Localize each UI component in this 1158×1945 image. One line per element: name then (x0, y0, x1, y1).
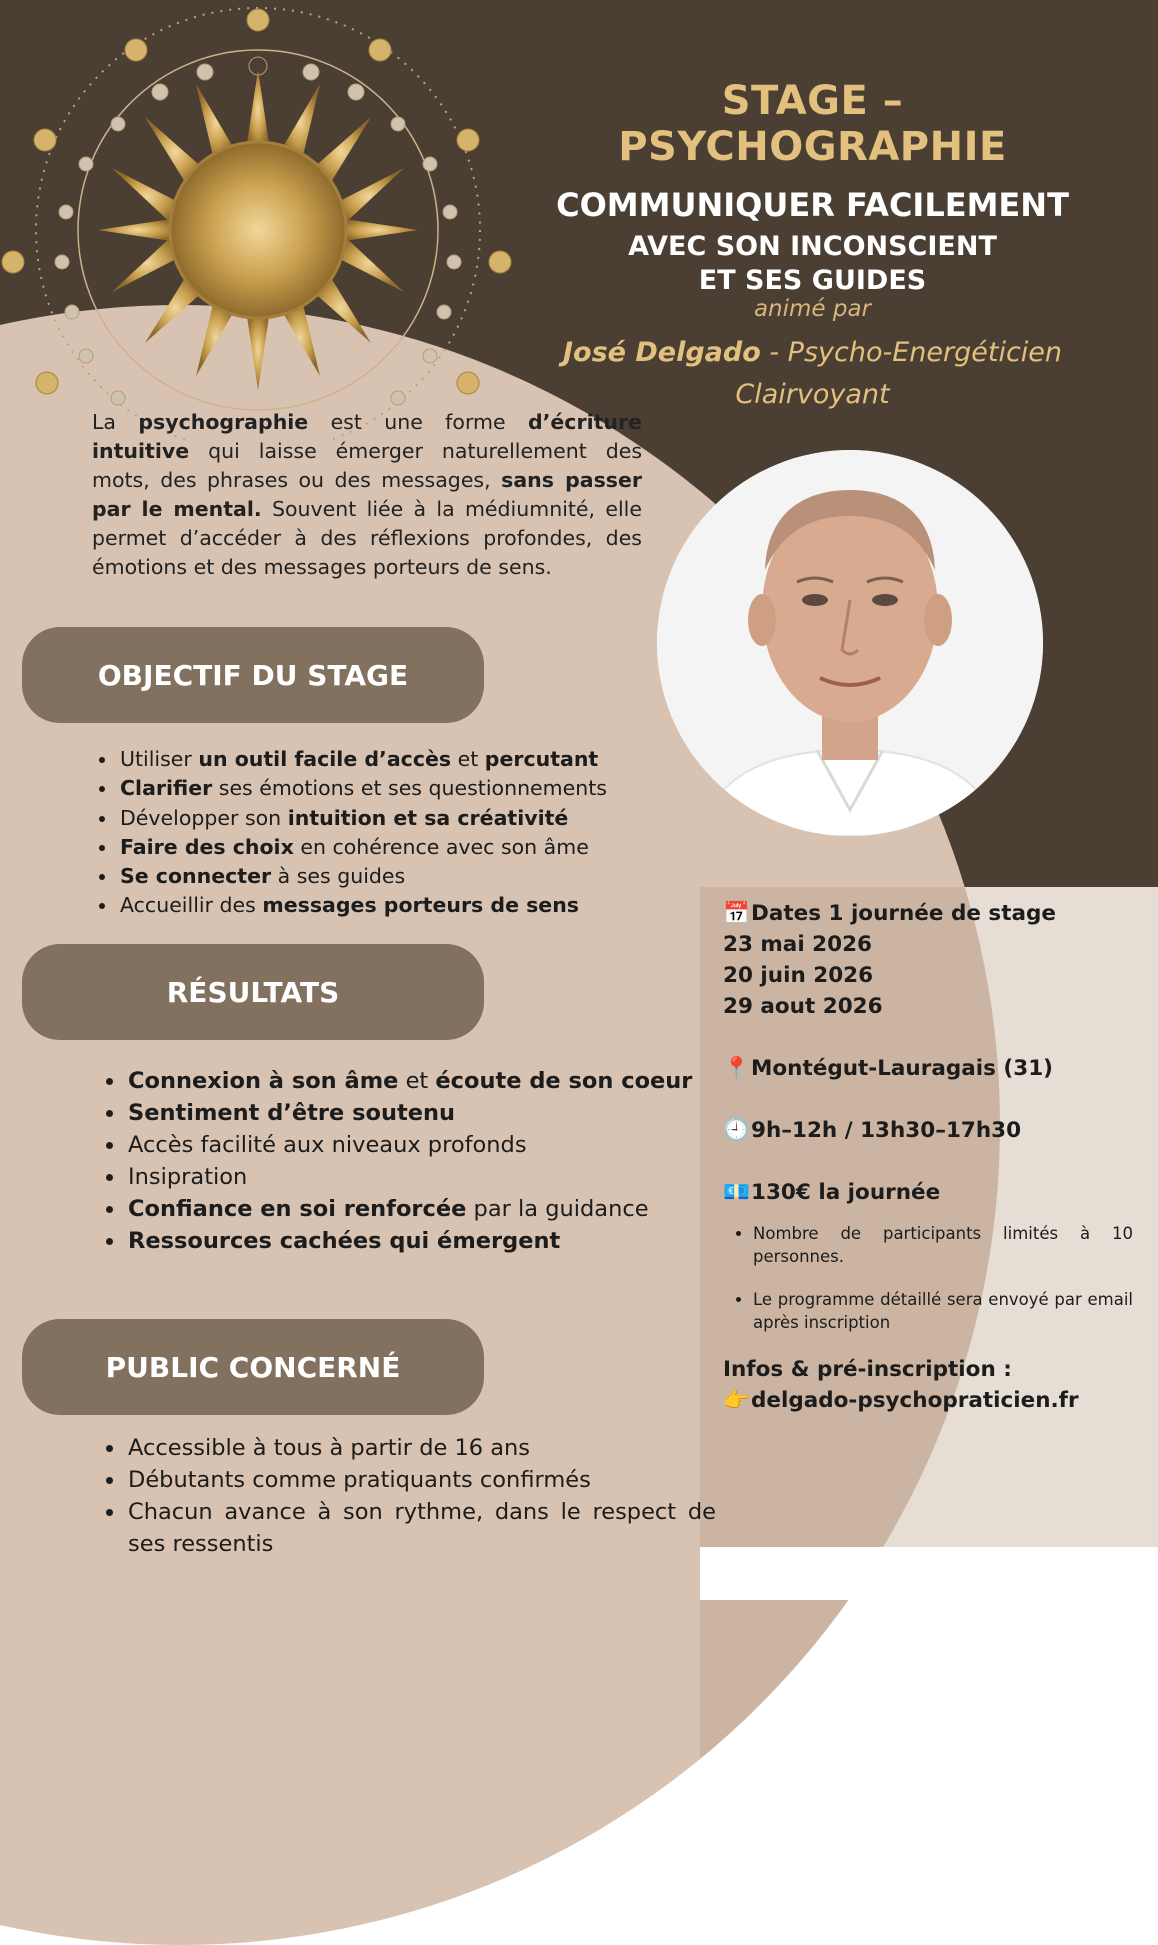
intro-text: qui laisse émerger naturellement des mots, des phrases ou des messages, (92, 439, 642, 492)
subtitle-lines (540, 230, 1085, 298)
list-item: • Développer son intuition et sa créativité (118, 804, 678, 833)
note-item: • Nombre de participants limités à 10 personnes. (753, 1222, 1133, 1268)
list-item: • Se connecter à ses guides (118, 862, 678, 891)
hours-text: 9h–12h / 13h30–17h30 (751, 1118, 1022, 1143)
stage-title: STAGE – PSYCHOGRAPHIE (618, 78, 1007, 170)
info-panel (723, 898, 1133, 1416)
notes-list (723, 1222, 1133, 1334)
location-row (723, 1053, 1133, 1084)
list-item: • Connexion à son âme et écoute de son coeur (126, 1065, 716, 1097)
clock-icon: 🕘 (723, 1118, 750, 1143)
intro-bold: sans passer par le mental. (92, 468, 642, 521)
subtitle-line-2: AVEC SON INCONSCIENT (628, 231, 997, 262)
dates-label-row (723, 898, 1133, 929)
dates-label: Dates 1 journée de stage (751, 901, 1056, 926)
money-icon: 💶 (723, 1180, 750, 1205)
date-item: 29 aout 2026 (723, 994, 883, 1019)
public-list (102, 1432, 716, 1560)
portrait-illustration (657, 450, 1043, 836)
price-row (723, 1177, 1133, 1208)
intro-bold: psychographie (138, 410, 309, 434)
intro-bold: d’écriture intuitive (92, 410, 642, 463)
list-item: • Clarifier ses émotions et ses questionnements (118, 774, 678, 803)
price-text: 130€ la journée (751, 1180, 941, 1205)
list-item: • Faire des choix en cohérence avec son âme (118, 833, 678, 862)
list-item: • Accueillir des messages porteurs de sens (118, 891, 678, 920)
intro-text: La (92, 410, 139, 434)
list-item: • Débutants comme pratiquants confirmés (126, 1464, 716, 1496)
date-item: 23 mai 2026 (723, 932, 873, 957)
list-item: • Insipration (126, 1161, 716, 1193)
location-text: Montégut-Lauragais (31) (751, 1056, 1053, 1081)
author-block (540, 332, 1085, 416)
list-item: • Chacun avance à son rythme, dans le respect de ses ressentis (126, 1496, 716, 1560)
pin-icon: 📍 (723, 1056, 750, 1081)
objectif-heading-text: OBJECTIF DU STAGE (97, 658, 409, 692)
date-item: 20 juin 2026 (723, 963, 874, 988)
portrait-photo (657, 450, 1043, 836)
list-item: • Accessible à tous à partir de 16 ans (126, 1432, 716, 1464)
public-heading-text: PUBLIC CONCERNÉ (105, 1350, 401, 1384)
list-item: • Utiliser un outil facile d’accès et percutant (118, 745, 678, 774)
resultats-list (102, 1065, 716, 1257)
anime-par-label: animé par (753, 296, 872, 322)
author-title-2: Clairvoyant (735, 379, 890, 410)
author-title: - Psycho-Energéticien (760, 337, 1063, 368)
list-item: • Ressources cachées qui émergent (126, 1225, 716, 1257)
objectif-heading (22, 627, 484, 723)
subtitle-line-1: COMMUNIQUER FACILEMENT (556, 186, 1069, 224)
resultats-heading (22, 944, 484, 1040)
author-name: José Delgado (562, 337, 761, 368)
subtitle-line-3: ET SES GUIDES (698, 265, 927, 296)
list-item: • Sentiment d’être soutenu (126, 1097, 716, 1129)
hours-row (723, 1115, 1133, 1146)
list-item: • Confiance en soi renforcée par la guidance (126, 1193, 716, 1225)
intro-paragraph (92, 408, 642, 582)
public-heading (22, 1319, 484, 1415)
website-link[interactable]: delgado-psychopraticien.fr (751, 1388, 1079, 1413)
website-row (723, 1385, 1133, 1416)
intro-text: est une forme (308, 410, 528, 434)
list-item: • Accès facilité aux niveaux profonds (126, 1129, 716, 1161)
intro-text: Souvent liée à la médiumnité, elle permet d’accéder à des réflexions profondes, des émotions et des messages porteurs de sens. (92, 497, 642, 579)
contact-label: Infos & pré-inscription : (723, 1357, 1012, 1382)
objectif-list (94, 745, 678, 921)
note-item: • Le programme détaillé sera envoyé par email après inscription (753, 1288, 1133, 1334)
bottom-white-strip (700, 1547, 1158, 1600)
resultats-heading-text: RÉSULTATS (166, 975, 340, 1009)
calendar-icon: 📅 (723, 901, 750, 926)
golden-sun-illustration (0, 0, 530, 440)
pointing-hand-icon: 👉 (723, 1388, 750, 1413)
